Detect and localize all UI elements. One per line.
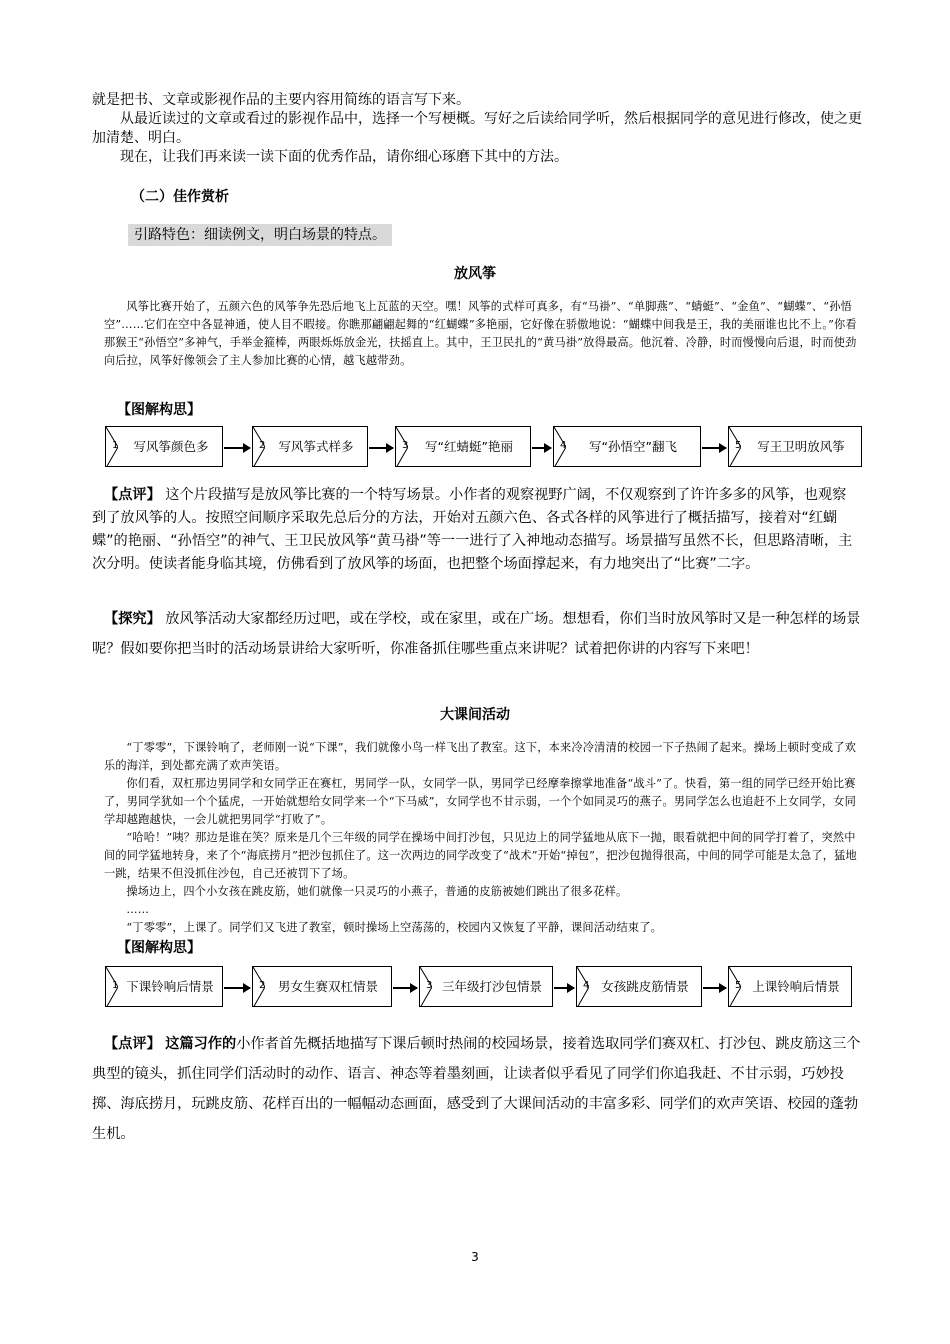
arrow-icon: [393, 987, 417, 989]
essay1-body: 风筝比赛开始了，五颜六色的风筝争先恐后地飞上瓦蓝的天空。嘿！风筝的式样可真多，有“马褂”、“单脚燕”、“蜻蜓”、“金鱼”、“蝴蝶”、“孙悟空”……它们在空中各显神通，使人目不暇接。你瞧那翩翩起舞的“红蝴蝶”多艳丽，它好像在骄傲地说：“蝴蝶中间我是王，我的美丽谁也比不上。”你看那猴王“孙悟空”多神气，手举金箍棒，两眼烁烁放金光，扶摇直上。其中，王卫民扎的“黄马褂”放得最高。他沉着、冷静，时而慢慢向后退，时而使劲向后拉，风筝好像领会了主人参加比赛的心情，越飞越带劲。: [104, 300, 857, 367]
essay2-p5: ……: [126, 903, 150, 916]
essay1-step-1: 1 写风筝颜色多: [105, 426, 223, 467]
essay1-step-2: 2 写风筝式样多: [252, 426, 368, 467]
arrow-icon: [703, 987, 726, 989]
essay2-body: [104, 739, 860, 937]
essay1-flow: [0, 426, 950, 476]
essay1-step-5: 5 写王卫明放风筝: [728, 426, 862, 467]
arrow-icon: [369, 447, 393, 449]
explore-label: 【探究】: [104, 611, 161, 627]
section-title: （二）佳作赏析: [131, 189, 229, 205]
intro-line-3: 现在，让我们再来读一读下面的优秀作品，请你细心琢磨下其中的方法。: [120, 149, 568, 165]
essay1-title: 放风筝: [454, 266, 496, 282]
review-label: 【点评】: [104, 1036, 161, 1052]
intro-line-1: 就是把书、文章或影视作品的主要内容用简练的语言写下来。: [92, 92, 470, 108]
review-bold-text: 这篇习作的: [165, 1036, 237, 1052]
essay2-step-3: 3 三年级打沙包情景: [419, 966, 553, 1007]
essay2-p6: “丁零零”，上课了。同学们又飞进了教室，顿时操场上空荡荡的，校园内又恢复了平静，课间活动结束了。: [126, 921, 663, 934]
arrow-icon: [554, 987, 574, 989]
essay1-diagram-label: 【图解构思】: [117, 402, 201, 418]
essay2-diagram-label: 【图解构思】: [117, 940, 201, 956]
essay2-p2: 你们看，双杠那边男同学和女同学正在赛杠，男同学一队，女同学一队，男同学已经摩拳擦掌地准备“战斗”了。快看，第一组的同学已经开始比赛了，男同学犹如一个个猛虎，一开始就想给女同学来一个“下马威”，女同学也不甘示弱，一个个如同灵巧的燕子。男同学怎么也追赶不上女同学，女同学却越跑越快，一会儿就把男同学“打败了”。: [104, 777, 857, 826]
intro-line-2: 从最近读过的文章或看过的影视作品中，选择一个写梗概。写好之后读给同学听，然后根据同学的意见进行修改，使之更加清楚、明白。: [92, 111, 862, 146]
highlight-text: 引路特色：细读例文，明白场景的特点。: [128, 224, 392, 246]
essay2-p3: “哈哈！”咦？那边是谁在笑？原来是几个三年级的同学在操场中间打沙包，只见边上的同学猛地从底下一抛，眼看就把中间的同学打着了，突然中间的同学猛地转身，来了个“海底捞月”把沙包抓住了。这一次两边的同学改变了“战术”开始“掉包”，把沙包抛得很高，中间的同学可能是太急了，猛地一跳，结果不但没抓住沙包，自己还被罚下了场。: [104, 831, 857, 880]
arrow-icon: [224, 447, 250, 449]
essay2-step-2: 2 男女生赛双杠情景: [252, 966, 392, 1007]
essay1-step-3: 3 写“红蜻蜓”艳丽: [395, 426, 531, 467]
page-number: 3: [471, 1250, 479, 1264]
essay2-step-1: 1 下课铃响后情景: [105, 966, 223, 1007]
essay2-p4: 操场边上，四个小女孩在跳皮筋，她们就像一只灵巧的小燕子，普通的皮筋被她们跳出了很多花样。: [126, 885, 628, 898]
essay1-review: [92, 484, 860, 576]
highlight-bar: [128, 226, 392, 245]
explore-text: 放风筝活动大家都经历过吧，或在学校，或在家里，或在广场。想想看，你们当时放风筝时又是一种怎样的场景呢？假如要你把当时的活动场景讲给大家听听，你准备抓住哪些重点来讲呢？试着把你讲的内容写下来吧！: [92, 611, 861, 657]
essay2-p1: “丁零零”，下课铃响了，老师刚一说“下课”，我们就像小鸟一样飞出了教室。这下，本来冷冷清清的校园一下子热闹了起来。操场上顿时变成了欢乐的海洋，到处都充满了欢声笑语。: [104, 741, 857, 772]
essay2-flow: [0, 966, 950, 1016]
essay2-step-5: 5 上课铃响后情景: [728, 966, 852, 1007]
essay2-title: 大课间活动: [440, 707, 510, 723]
intro: [92, 91, 862, 167]
essay2-review: [92, 1029, 862, 1149]
arrow-icon: [224, 987, 250, 989]
essay2-step-4: 4 女孩跳皮筋情景: [576, 966, 702, 1007]
review-label: 【点评】: [104, 487, 161, 503]
arrow-icon: [702, 447, 726, 449]
explore: [92, 604, 862, 664]
review-text: 这个片段描写是放风筝比赛的一个特写场景。小作者的观察视野广阔，不仅观察到了许许多多的风筝，也观察到了放风筝的人。按照空间顺序采取先总后分的方法，开始对五颜六色、各式各样的风筝进行了概括描写，接着对“红蝴蝶”的艳丽、“孙悟空”的神气、王卫民放风筝“黄马褂”等一一进行了入神地动态描写。场景描写虽然不长，但思路清晰，主次分明。使读者能身临其境，仿佛看到了放风筝的场面，也把整个场面撑起来，有力地突出了“比赛”二字。: [92, 487, 853, 572]
arrow-icon: [532, 447, 551, 449]
review-text: 小作者首先概括地描写下课后顿时热闹的校园场景，接着选取同学们赛双杠、打沙包、跳皮筋这三个典型的镜头，抓住同学们活动时的动作、语言、神态等着墨刻画，让读者似乎看见了同学们你追我赶、不甘示弱，巧妙投掷、海底捞月，玩跳皮筋、花样百出的一幅幅动态画面，感受到了大课间活动的丰富多彩、同学们的欢声笑语、校园的蓬勃生机。: [92, 1036, 861, 1142]
essay1-step-4: 4 写“孙悟空”翻飞: [553, 426, 701, 467]
